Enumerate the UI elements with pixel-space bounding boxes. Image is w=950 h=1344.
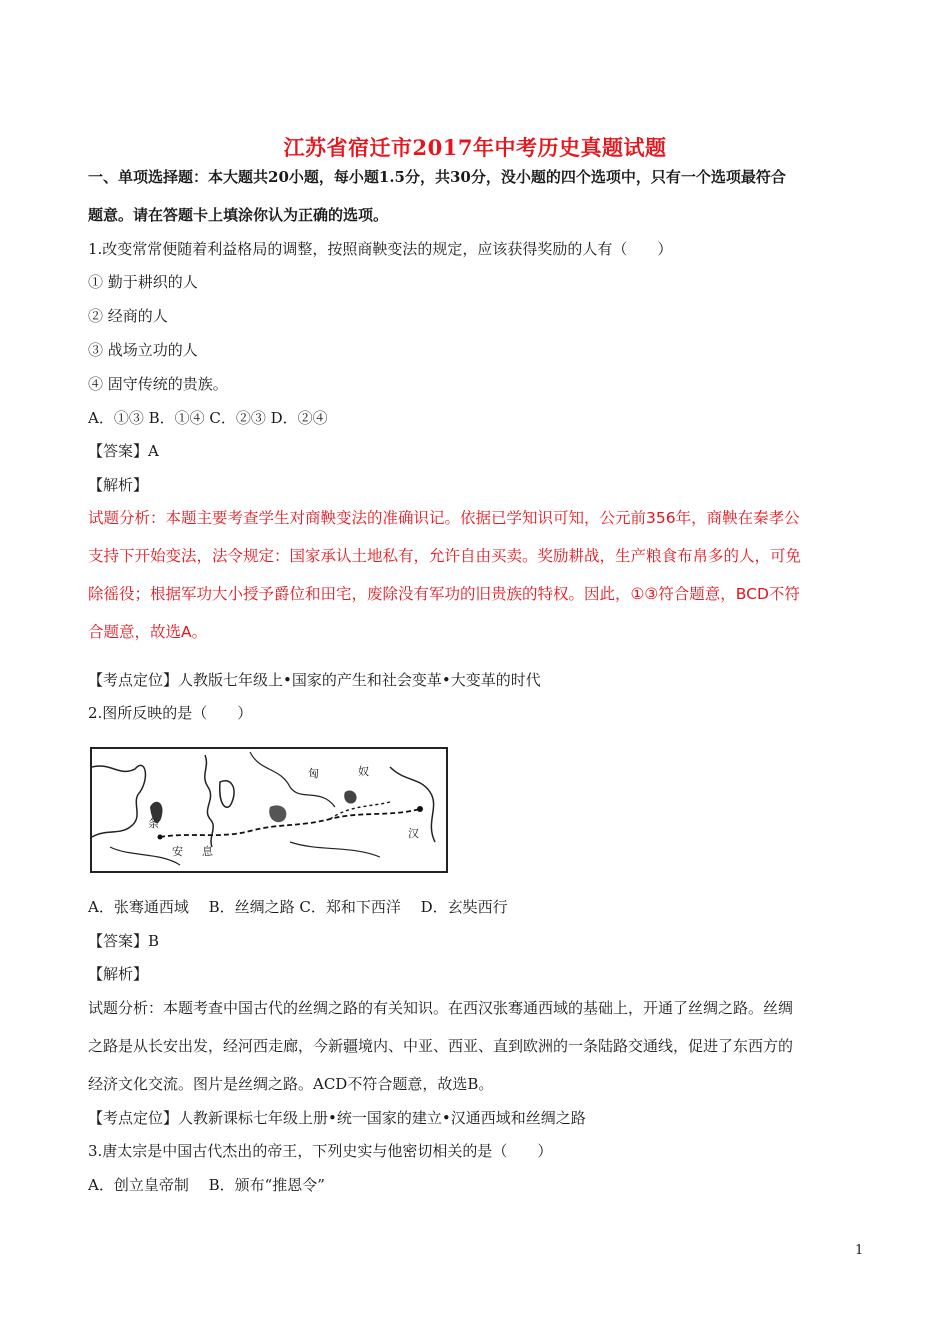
q1-item-2: ② 经商的人: [88, 307, 168, 325]
q1-analysis-line4: 合题意，故选A。: [88, 623, 208, 641]
q3-options: A．创立皇帝制 B．颁布“推恩令”: [88, 1176, 325, 1194]
q1-item-4: ④ 固守传统的贵族。: [88, 375, 228, 393]
map-label-han: 汉: [408, 827, 419, 840]
q1-analysis-label: 【解析】: [88, 476, 149, 494]
section-heading-line1: 一、单项选择题：本大题共20小题，每小题1.5分，共30分，没小题的四个选项中，只有一个选项最符合: [88, 168, 786, 186]
q2-analysis-line3: 经济文化交流。图片是丝绸之路。ACD不符合题意，故选B。: [88, 1075, 494, 1093]
silk-road-map: [90, 747, 448, 873]
q1-stem: 1.改变常常便随着利益格局的调整，按照商鞅变法的规定，应该获得奖励的人有（ ）: [88, 240, 673, 258]
q2-analysis-line1: 试题分析：本题考查中国古代的丝绸之路的有关知识。在西汉张骞通西域的基础上，开通了丝绸之路。丝绸: [88, 999, 794, 1017]
map-label-nu: 奴: [358, 765, 369, 778]
q1-options: A．①③ B．①④ C．②③ D．②④: [88, 409, 328, 427]
q1-key-point: 【考点定位】人教版七年级上•国家的产生和社会变革•大变革的时代: [88, 671, 541, 689]
q2-analysis-line2: 之路是从长安出发，经河西走廊，今新疆境内、中亚、西亚、直到欧洲的一条陆路交通线，促进了东西方的: [88, 1037, 794, 1055]
map-label-an: 安: [172, 845, 183, 858]
q1-answer: 【答案】A: [88, 442, 159, 460]
q2-key-point: 【考点定位】人教新课标七年级上册•统一国家的建立•汉通西域和丝绸之路: [88, 1109, 586, 1127]
section-heading-line2: 题意。请在答题卡上填涂你认为正确的选项。: [88, 206, 389, 224]
q1-analysis-line3: 除徭役；根据军功大小授予爵位和田宅，废除没有军功的旧贵族的特权。因此，①③符合题意，BCD不符: [88, 585, 800, 603]
q2-analysis-label: 【解析】: [88, 965, 149, 983]
q1-item-3: ③ 战场立功的人: [88, 341, 198, 359]
q2-stem: 2.图所反映的是（ ）: [88, 704, 253, 722]
map-label-tiao: 条: [148, 817, 159, 830]
page-number: 1: [855, 1243, 864, 1258]
q1-analysis-line2: 支持下开始变法，法令规定：国家承认土地私有，允许自由买卖。奖励耕战，生产粮食布帛多的人，可免: [88, 547, 802, 565]
q3-stem: 3.唐太宗是中国古代杰出的帝王，下列史实与他密切相关的是（ ）: [88, 1142, 553, 1160]
q1-item-1: ① 勤于耕织的人: [88, 273, 198, 291]
map-label-xi: 息: [202, 845, 213, 858]
map-label-xiong: 匈: [308, 767, 319, 780]
q2-answer: 【答案】B: [88, 932, 160, 950]
q2-options: A．张骞通西域 B．丝绸之路 C．郑和下西洋 D．玄奘西行: [88, 898, 508, 916]
page-title: 江苏省宿迁市2017年中考历史真题试题: [283, 135, 667, 160]
q1-analysis-line1: 试题分析：本题主要考查学生对商鞅变法的准确识记。依据已学知识可知，公元前356年，商鞅在秦孝公: [88, 509, 800, 527]
